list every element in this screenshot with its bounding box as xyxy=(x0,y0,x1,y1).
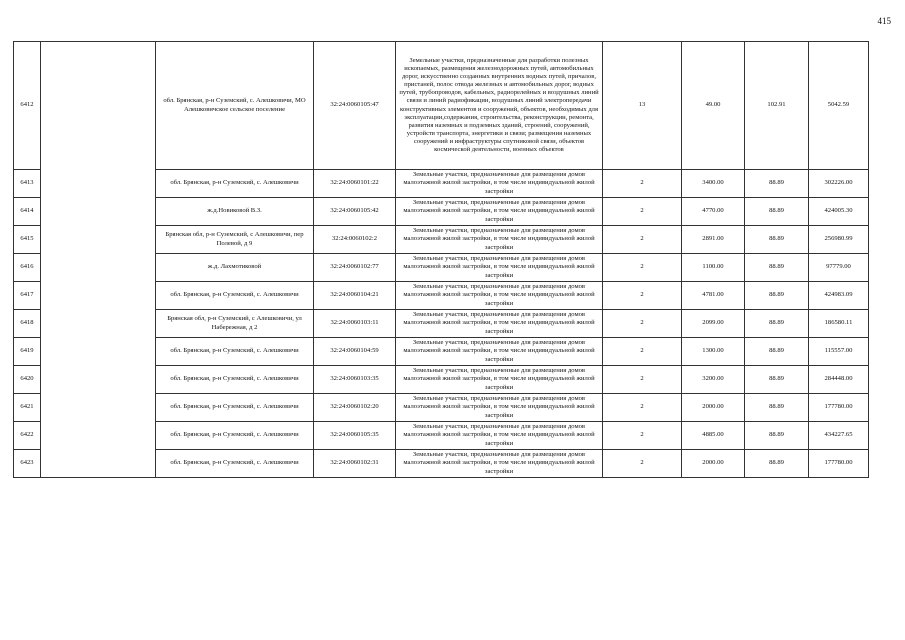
cell-rate: 88.89 xyxy=(745,254,809,282)
cell-area: 3400.00 xyxy=(682,170,745,198)
cell-area: 4770.00 xyxy=(682,198,745,226)
cell-rate: 88.89 xyxy=(745,366,809,394)
table-row xyxy=(14,42,869,170)
cell-area: 3200.00 xyxy=(682,366,745,394)
cell-number: 6419 xyxy=(14,338,41,366)
cell-rate: 88.89 xyxy=(745,282,809,310)
cell-number: 6417 xyxy=(14,282,41,310)
cell-area: 2099.00 xyxy=(682,310,745,338)
cell-cadastral-number: 32:24:0060105:35 xyxy=(314,422,396,450)
cell-number: 6412 xyxy=(14,42,41,170)
cell-permitted-use: Земельные участки, предназначенные для разработки полезных ископаемых, размещения железнодорожных путей, автомобильных дорог, искусственно созданных внутренних водных путей, причалов, пристаней, полос отвода железных и автомобильных дорог, водных путей, трубопроводов, кабельных, радиорелейных и воздушных линий связи и линий радиофикации, воздушных линий электропередачи конструктивных элементов и сооружений, объектов, необходимых для эксплуатации,содержания, строительства, реконструкции, ремонта, развития наземных и подземных зданий, строений, сооружений, устройств транспорта, энергетики и связи; размещения наземных сооружений и инфраструктуры спутниковой связи, объектов космической деятельности, военных объектов xyxy=(396,42,603,170)
cell-cadastral-number: 32:24:0060105:47 xyxy=(314,42,396,170)
cell-cadastral-value: 5042.59 xyxy=(809,42,869,170)
cell-blank xyxy=(41,170,156,198)
cell-cadastral-value: 115557.00 xyxy=(809,338,869,366)
cell-address: обл. Брянская, р-н Суземский, с. Алешковичи xyxy=(156,422,314,450)
cell-blank xyxy=(41,254,156,282)
cell-cadastral-number: 32:24:0060104:59 xyxy=(314,338,396,366)
cell-number: 6413 xyxy=(14,170,41,198)
cell-cadastral-value: 302226.00 xyxy=(809,170,869,198)
cell-cadastral-value: 424005.30 xyxy=(809,198,869,226)
cell-group: 2 xyxy=(603,254,682,282)
cell-blank xyxy=(41,422,156,450)
cell-cadastral-value: 424983.09 xyxy=(809,282,869,310)
cell-rate: 102.91 xyxy=(745,42,809,170)
cell-cadastral-number: 32:24:0060105:42 xyxy=(314,198,396,226)
table-row xyxy=(14,282,869,310)
cell-group: 2 xyxy=(603,394,682,422)
cell-permitted-use: Земельные участки, предназначенные для размещения домов малоэтажной жилой застройки, в том числе индивидуальной жилой застройки xyxy=(396,338,603,366)
cell-cadastral-value: 177780.00 xyxy=(809,450,869,478)
cell-cadastral-value: 97779.00 xyxy=(809,254,869,282)
table-row xyxy=(14,450,869,478)
cell-address: обл. Брянская, р-н Суземский, с. Алешковичи xyxy=(156,366,314,394)
table-row xyxy=(14,338,869,366)
cell-address: обл. Брянская, р-н Суземский, с. Алешковичи xyxy=(156,170,314,198)
cell-number: 6421 xyxy=(14,394,41,422)
cell-rate: 88.89 xyxy=(745,338,809,366)
cell-number: 6418 xyxy=(14,310,41,338)
cell-area: 2000.00 xyxy=(682,394,745,422)
cell-blank xyxy=(41,338,156,366)
cell-area: 2000.00 xyxy=(682,450,745,478)
cell-address: обл. Брянская, р-н Суземский, с. Алешковичи xyxy=(156,394,314,422)
cell-number: 6416 xyxy=(14,254,41,282)
cell-number: 6415 xyxy=(14,226,41,254)
cell-permitted-use: Земельные участки, предназначенные для размещения домов малоэтажной жилой застройки, в том числе индивидуальной жилой застройки xyxy=(396,282,603,310)
table-body xyxy=(14,42,869,478)
cell-rate: 88.89 xyxy=(745,310,809,338)
cell-blank xyxy=(41,198,156,226)
cell-number: 6423 xyxy=(14,450,41,478)
cell-blank xyxy=(41,366,156,394)
cell-cadastral-value: 177780.00 xyxy=(809,394,869,422)
cell-area: 4781.00 xyxy=(682,282,745,310)
cell-permitted-use: Земельные участки, предназначенные для размещения домов малоэтажной жилой застройки, в том числе индивидуальной жилой застройки xyxy=(396,170,603,198)
cell-rate: 88.89 xyxy=(745,170,809,198)
cell-permitted-use: Земельные участки, предназначенные для размещения домов малоэтажной жилой застройки, в том числе индивидуальной жилой застройки xyxy=(396,422,603,450)
cell-blank xyxy=(41,42,156,170)
cell-address: обл. Брянская, р-н Суземский, с. Алешковичи, МО Алешковичское сельское поселение xyxy=(156,42,314,170)
table-row xyxy=(14,226,869,254)
cell-group: 2 xyxy=(603,198,682,226)
cell-group: 2 xyxy=(603,226,682,254)
cell-rate: 88.89 xyxy=(745,422,809,450)
cell-permitted-use: Земельные участки, предназначенные для размещения домов малоэтажной жилой застройки, в том числе индивидуальной жилой застройки xyxy=(396,394,603,422)
cell-rate: 88.89 xyxy=(745,450,809,478)
cell-group: 2 xyxy=(603,450,682,478)
cell-area: 2891.00 xyxy=(682,226,745,254)
cell-cadastral-value: 186580.11 xyxy=(809,310,869,338)
cell-area: 1100.00 xyxy=(682,254,745,282)
table-row xyxy=(14,254,869,282)
cell-address: Брянская обл, р-н Суземский, с Алешковичи, ул Набережная, д 2 xyxy=(156,310,314,338)
cell-group: 2 xyxy=(603,338,682,366)
cell-address: ж.д.Новиковой В.З. xyxy=(156,198,314,226)
cell-cadastral-number: 32:24:0060102:2 xyxy=(314,226,396,254)
cell-blank xyxy=(41,310,156,338)
cell-area: 49.00 xyxy=(682,42,745,170)
cell-area: 4885.00 xyxy=(682,422,745,450)
cell-blank xyxy=(41,226,156,254)
cell-permitted-use: Земельные участки, предназначенные для размещения домов малоэтажной жилой застройки, в том числе индивидуальной жилой застройки xyxy=(396,198,603,226)
cell-cadastral-value: 256980.99 xyxy=(809,226,869,254)
table-row xyxy=(14,422,869,450)
cell-permitted-use: Земельные участки, предназначенные для размещения домов малоэтажной жилой застройки, в том числе индивидуальной жилой застройки xyxy=(396,310,603,338)
cell-address: обл. Брянская, р-н Суземский, с. Алешковичи xyxy=(156,282,314,310)
land-parcel-table xyxy=(13,41,869,478)
page-number: 415 xyxy=(877,16,891,26)
table-row xyxy=(14,170,869,198)
cell-number: 6422 xyxy=(14,422,41,450)
cell-rate: 88.89 xyxy=(745,394,809,422)
cell-permitted-use: Земельные участки, предназначенные для размещения домов малоэтажной жилой застройки, в том числе индивидуальной жилой застройки xyxy=(396,226,603,254)
cell-address: Брянская обл, р-н Суземский, с Алешковичи, пер Полевой, д 9 xyxy=(156,226,314,254)
cell-cadastral-number: 32:24:0060103:35 xyxy=(314,366,396,394)
cell-cadastral-value: 284448.00 xyxy=(809,366,869,394)
cell-blank xyxy=(41,394,156,422)
cell-number: 6414 xyxy=(14,198,41,226)
cell-permitted-use: Земельные участки, предназначенные для размещения домов малоэтажной жилой застройки, в том числе индивидуальной жилой застройки xyxy=(396,366,603,394)
cell-group: 2 xyxy=(603,310,682,338)
cell-rate: 88.89 xyxy=(745,226,809,254)
cell-blank xyxy=(41,282,156,310)
cell-group: 2 xyxy=(603,422,682,450)
cell-group: 2 xyxy=(603,366,682,394)
cell-group: 2 xyxy=(603,282,682,310)
cell-address: обл. Брянская, р-н Суземский, с. Алешковичи xyxy=(156,450,314,478)
cell-address: обл. Брянская, р-н Суземский, с. Алешковичи xyxy=(156,338,314,366)
cell-group: 13 xyxy=(603,42,682,170)
cell-number: 6420 xyxy=(14,366,41,394)
cell-cadastral-number: 32:24:0060103:11 xyxy=(314,310,396,338)
cell-permitted-use: Земельные участки, предназначенные для размещения домов малоэтажной жилой застройки, в том числе индивидуальной жилой застройки xyxy=(396,254,603,282)
cell-cadastral-value: 434227.65 xyxy=(809,422,869,450)
table-row xyxy=(14,366,869,394)
table-row xyxy=(14,198,869,226)
cell-rate: 88.89 xyxy=(745,198,809,226)
cell-cadastral-number: 32:24:0060104:21 xyxy=(314,282,396,310)
table-row xyxy=(14,394,869,422)
cell-permitted-use: Земельные участки, предназначенные для размещения домов малоэтажной жилой застройки, в том числе индивидуальной жилой застройки xyxy=(396,450,603,478)
cell-address: ж.д. Лахмотиковой xyxy=(156,254,314,282)
cell-cadastral-number: 32:24:0060102:77 xyxy=(314,254,396,282)
cell-group: 2 xyxy=(603,170,682,198)
cell-blank xyxy=(41,450,156,478)
cell-cadastral-number: 32:24:0060102:31 xyxy=(314,450,396,478)
table-row xyxy=(14,310,869,338)
cell-cadastral-number: 32:24:0060102:20 xyxy=(314,394,396,422)
cell-cadastral-number: 32:24:0060101:22 xyxy=(314,170,396,198)
cell-area: 1300.00 xyxy=(682,338,745,366)
